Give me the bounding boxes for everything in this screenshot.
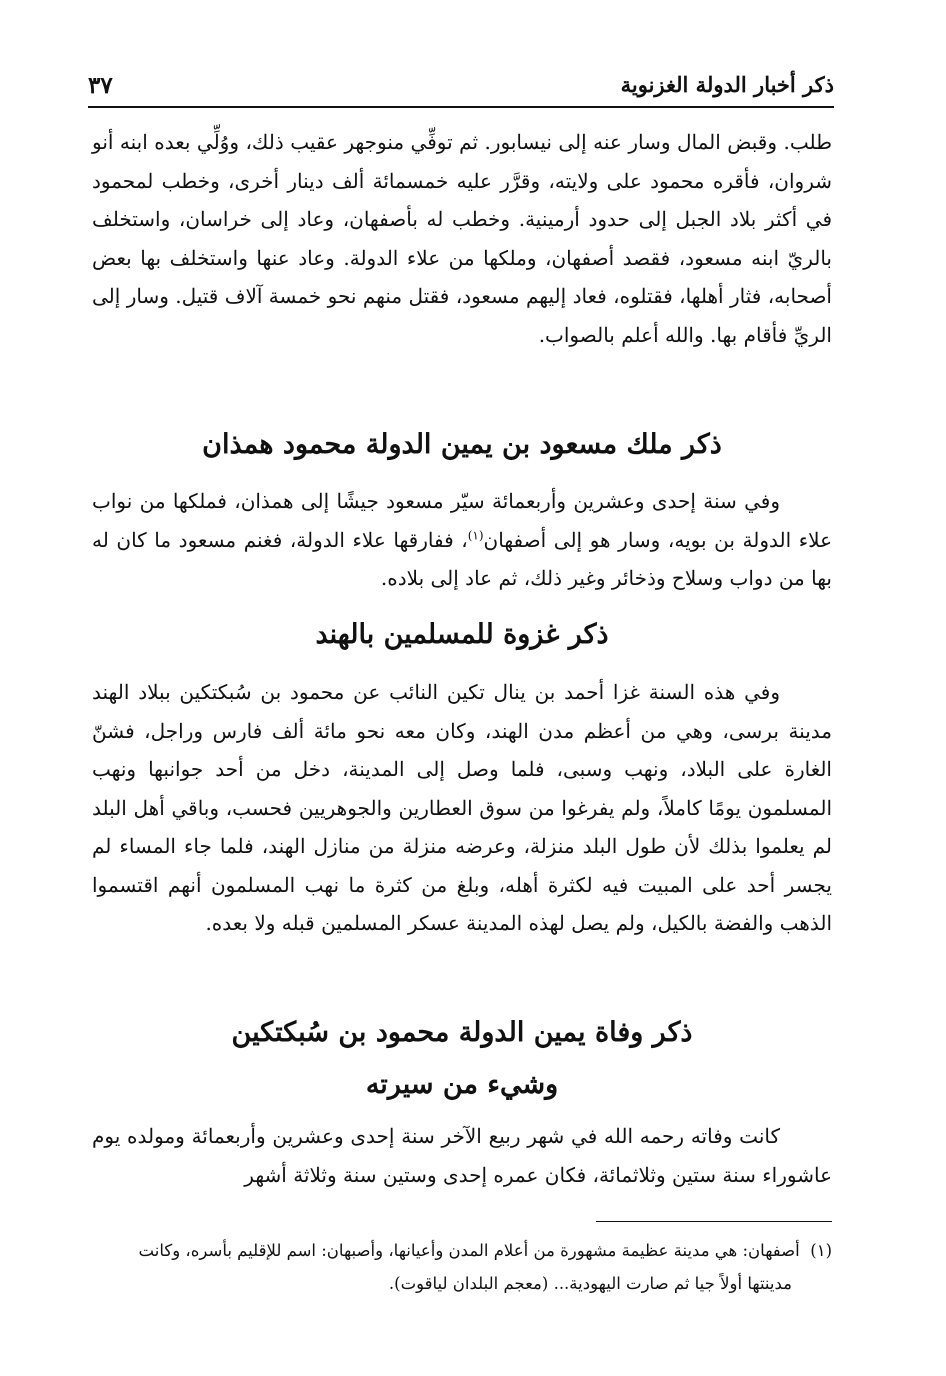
header-divider bbox=[88, 106, 834, 108]
footnote-text: أصفهان: هي مدينة عظيمة مشهورة من أعلام المدن وأعيانها، وأصبهان: اسم للإقليم بأسره، وكانت مدينتها أولاً جيا ثم صارت اليهودية... (معجم البلدان لياقوت). bbox=[138, 1241, 800, 1293]
section-heading-death-line-2: وشيء من سيرته bbox=[365, 1069, 559, 1100]
footnote bbox=[92, 1234, 832, 1300]
paragraph-india: وفي هذه السنة غزا أحمد بن ينال تكين النائب عن محمود بن سُبكتكين ببلاد الهند مدينة برسى، وهي من أعظم مدن الهند، وكان معه نحو مائة ألف فارس وراجل، فشنّ الغارة على البلاد، ونهب وسبى، فلما وصل إلى المدينة، دخل من أحد جوانبها ونهب المسلمون يومًا كاملاً، ولم يفرغوا من سوق العطارين والجوهريين فحسب، وباقي أهل البلد لم يعلموا بذلك لأن طول البلد منزلة، وعرضه منزلة من منازل الهند، فلما جاء المساء لم يجسر أحد على المبيت فيه لكثرة أهله، وبلغ من كثرة ما نهب المسلمون أنهم اقتسموا الذهب والفضة بالكيل، ولم يصل لهذه المدينة عسكر المسلمين قبله ولا بعده. bbox=[92, 680, 832, 935]
section-heading-hamadan: ذكر ملك مسعود بن يمين الدولة محمود همذان bbox=[202, 429, 722, 460]
section-heading-india: ذكر غزوة للمسلمين بالهند bbox=[315, 619, 609, 650]
footnote-marker: (١) bbox=[810, 1241, 832, 1260]
section-heading-death-line-1: ذكر وفاة يمين الدولة محمود بن سُبكتكين bbox=[231, 1017, 693, 1048]
section-heading-death bbox=[92, 1007, 832, 1111]
paragraph-hamadan bbox=[92, 482, 832, 598]
footnote-reference: (١) bbox=[467, 527, 484, 542]
page-header bbox=[88, 70, 834, 104]
paragraph-continuation: طلب. وقبض المال وسار عنه إلى نيسابور. ثم توفِّي منوجهر عقيب ذلك، ووُلِّي بعده ابنه أنو شروان، فأقره محمود على ولايته، وقرَّر عليه خمسمائة ألف دينار أخرى، وخطب لمحمود في أكثر بلاد الجبل إلى حدود أرمينية. وخطب له بأصفهان، وعاد إلى خراسان، واستخلف بالريّ ابنه مسعود، فقصد أصفهان، وملكها من علاء الدولة. وعاد عنها واستخلف بها بعض أصحابه، فثار أهلها، فقتلوه، فعاد إليهم مسعود، فقتل منهم نحو خمسة آلاف قتيل. وسار إلى الريِّ فأقام بها. والله أعلم بالصواب. bbox=[92, 130, 833, 347]
footnote-divider bbox=[596, 1221, 832, 1222]
paragraph-death: كانت وفاته رحمه الله في شهر ربيع الآخر سنة إحدى وعشرين وأربعمائة ومولده يوم عاشوراء سنة ستين وثلاثمائة، فكان عمره إحدى وستين سنة وثلاثة أشهر bbox=[92, 1124, 832, 1187]
paragraph-hamadan-text-1: وفي سنة إحدى وعشرين وأربعمائة سيّر مسعود جيشًا إلى همذان، فملكها من نواب علاء الدولة بن بويه، وسار هو إلى أصفهان bbox=[92, 489, 832, 552]
page-number: ٣٧ bbox=[88, 72, 113, 99]
paragraph-hamadan-text-2: ، ففارقها علاء الدولة، فغنم مسعود ما كان له بها من دواب وسلاح وذخائر وغير ذلك، ثم عاد إلى بلاده. bbox=[92, 527, 832, 590]
running-title: ذكر أخبار الدولة الغزنوية bbox=[620, 72, 834, 97]
